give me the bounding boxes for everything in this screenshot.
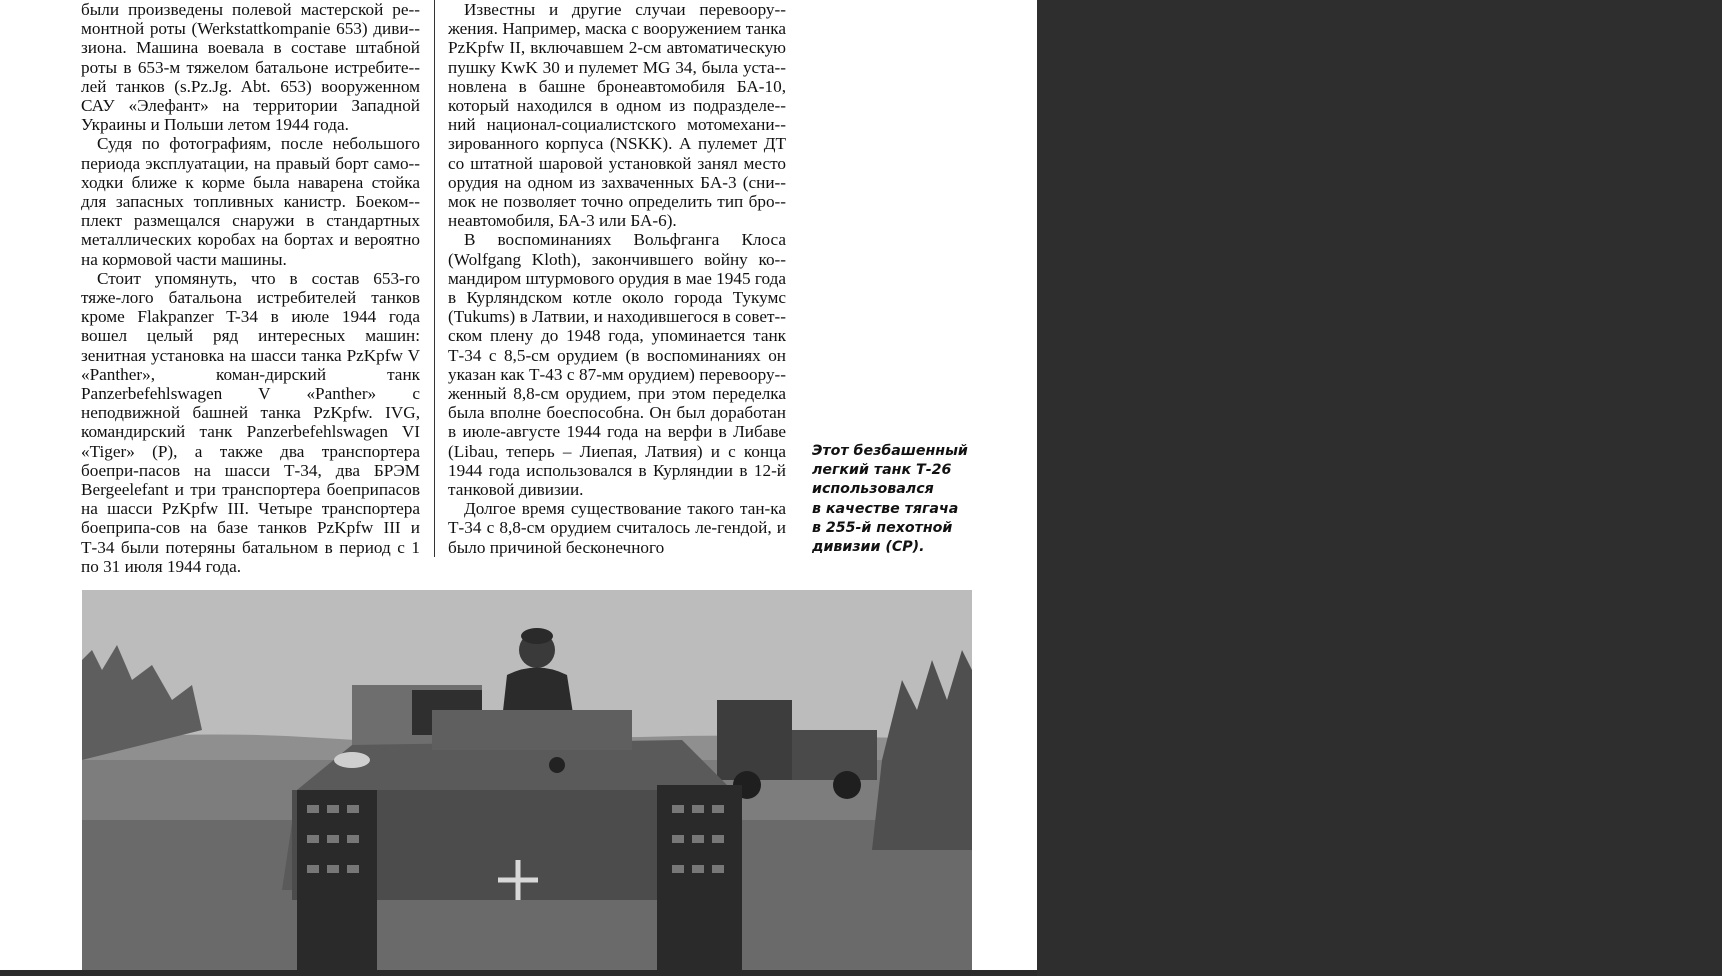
tank-photo [82,590,972,970]
paragraph: Известны и другие случаи перевоору-жения. Например, маска с вооружением танка PzKpfw II, включавшем 2-см автоматическую пушку KwK 30 и пулемет MG 34, была уста-новлена в башне бронеавтомобиля БА-10, который находился в одном из подразделе-ний национал-социалистского мотомехани-зированного корпуса (NSKK). А пулемет ДТ со штатной шаровой установкой занял место орудия на одном из захваченных БА-3 (сни-мок не позволяет точно определить тип бро-неавтомобиля, БА-3 или БА-6). [448,0,786,231]
paragraph: Долгое время существование такого тан-ка Т-34 с 8,8-см орудием считалось ле-гендой, и было причиной бесконечного [448,499,786,557]
viewer-background [1037,0,1722,976]
tank-photo-illustration [82,590,972,970]
middle-text-column [448,0,786,557]
paragraph: В воспоминаниях Вольфганга Клоса (Wolfgang Kloth), закончившего войну ко-мандиром штурмового орудия в мае 1945 года в Курляндском котле около города Тукумс (Tukums) в Латвии, и находившегося в совет-ском плену до 1948 года, упоминается танк Т-34 с 8,5-см орудием (в воспоминаниях он указан как Т-43 с 87-мм орудием) перевоору-женный 8,8-см орудием, при этом переделка была вполне боеспособна. Он был доработан в июле-августе 1944 года на верфи в Либаве (Libau, теперь – Лиепая, Латвия) и с конца 1944 года использовался в Курляндии в 12-й танковой дивизии. [448,230,786,500]
paragraph: Стоит упомянуть, что в состав 653-го тяже-лого батальона истребителей танков кроме Flakpanzer T-34 в июле 1944 года вошел целый ряд интересных машин: зенитная установка на шасси танка PzKpfw V «Panther», коман-дирский танк Panzerbefehlswagen V «Panther» с неподвижной башней танка PzKpfw. IVG, командирский танк Panzerbefehlswagen VI «Tiger» (P), а также два транспортера боепри-пасов на шасси Т-34, два БРЭМ Bergeelefant и три транспортера боеприпасов на шасси PzKpfw III. Четыре транспортера боеприпа-сов на базе танков PzKpfw III и Т-34 были потеряны батальном в период с 1 по 31 июля 1944 года. [81,268,420,576]
left-text-column [81,0,420,576]
photo-caption: Этот безбашенный легкий танк Т-26 использовался в качестве тягача в 255-й пехотной дивизии (СР). [812,443,968,556]
paragraph: были произведены полевой мастерской ре-монтной роты (Werkstattkompanie 653) диви-зиона. Машина воевала в составе штабной роты в 653-м тяжелом батальоне истребите-лей танков (s.Pz.Jg. Abt. 653) вооруженном САУ «Элефант» на территории Западной Украины и Польши летом 1944 года. [81,0,420,135]
paragraph: Судя по фотографиям, после небольшого периода эксплуатации, на правый борт само-ходки ближе к корме была наварена стойка для запасных топливных канистр. Боеком-плект размещался снаружи в стандартных металлических коробах на бортах и вероятно на кормовой части машины. [81,134,420,269]
column-divider [434,0,435,557]
